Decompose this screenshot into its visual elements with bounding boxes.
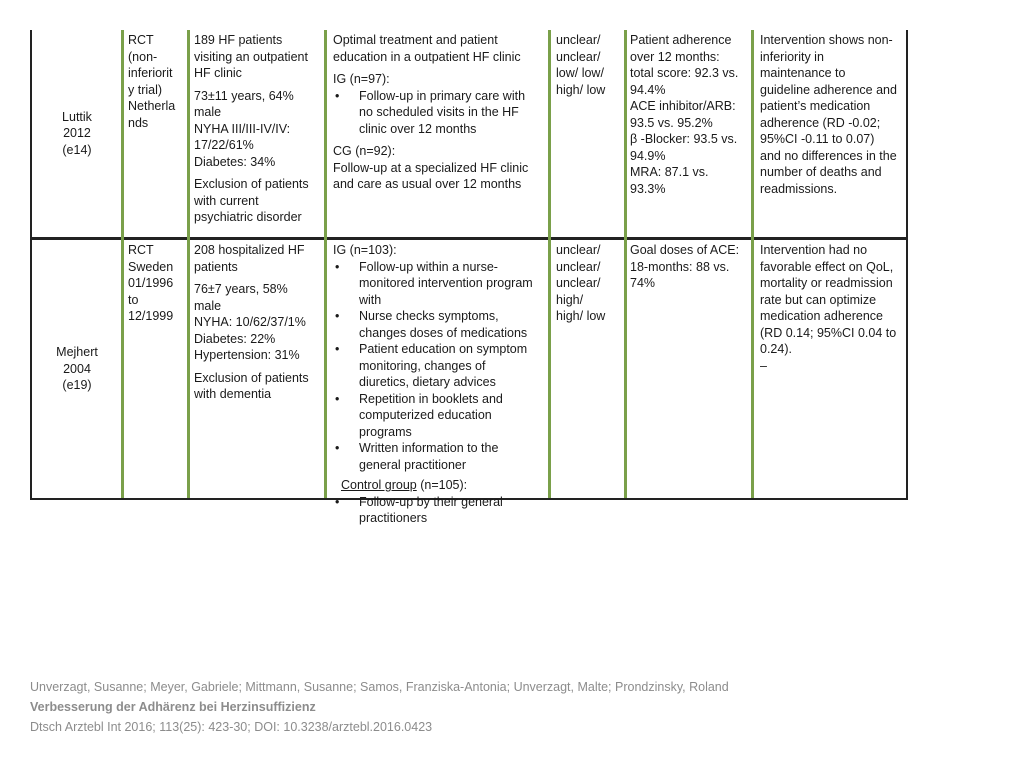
column-divider	[548, 30, 551, 498]
design-cell	[126, 240, 186, 498]
population-cell	[192, 240, 322, 498]
list-item: • Nurse checks symptoms, changes doses of medications	[359, 308, 545, 341]
outcome-text: Patient adherence over 12 months: total score: 92.3 vs. 94.4% ACE inhibitor/ARB: 93.5 vs. 95.2% β -Blocker: 93.5 vs. 94.9% MRA: 87.1 vs. 93.3%	[630, 33, 739, 196]
risk-of-bias-text: unclear/ unclear/ unclear/ high/ high/ low	[556, 243, 606, 323]
evidence-table	[30, 30, 908, 525]
table-row	[32, 30, 908, 240]
population-exclusion: Exclusion of patients with dementia	[194, 370, 309, 401]
control-group-label: Control group	[341, 478, 417, 492]
column-divider	[751, 30, 754, 498]
list-item: • Written information to the general practitioner	[359, 440, 545, 473]
population-cell	[192, 30, 322, 237]
intervention-title: Optimal treatment and patient education in a outpatient HF clinic	[333, 33, 521, 64]
control-list	[333, 494, 545, 527]
design-cell	[126, 30, 186, 237]
citation-footer	[30, 677, 729, 737]
design-text: RCT Sweden 01/1996 to 12/1999	[128, 243, 174, 323]
list-item: • Follow-up by their general practitioners	[359, 494, 545, 527]
outcome-text: Goal doses of ACE: 18-months: 88 vs. 74%	[630, 243, 740, 290]
ig-label: IG (n=103):	[333, 243, 397, 257]
result-cell	[758, 240, 908, 498]
population-demographics: 73±11 years, 64% male NYHA III/III-IV/IV: 17/22/61% Diabetes: 34%	[194, 88, 294, 169]
study-label: Mejhert 2004 (e19)	[56, 345, 98, 393]
study-cell	[34, 30, 120, 237]
risk-of-bias-text: unclear/ unclear/ low/ low/ high/ low	[556, 33, 606, 97]
outcome-cell	[628, 240, 750, 498]
population-summary: 208 hospitalized HF patients	[194, 243, 305, 274]
ig-list	[333, 88, 545, 138]
cg-text: CG (n=92): Follow-up at a specialized HF clinic and care as usual over 12 months	[333, 144, 529, 191]
column-divider	[187, 30, 190, 498]
study-label: Luttik 2012 (e14)	[62, 109, 92, 157]
ig-label: IG (n=97):	[333, 72, 390, 86]
list-item: • Follow-up in primary care with no scheduled visits in the HF clinic over 12 months	[359, 88, 545, 138]
control-group-n: (n=105):	[416, 478, 468, 492]
design-text: RCT (non- inferiorit y trial) Netherla nds	[128, 33, 176, 130]
result-text: Intervention shows non- inferiority in maintenance to guideline adherence and patient’s medication adherence (RD -0.02; 95%CI -0.11 to 0.07) and no differences in the number of deaths and readmissions.	[760, 33, 897, 196]
risk-of-bias-cell	[554, 240, 624, 498]
table-right-border	[906, 30, 908, 498]
footer-citation: Dtsch Arztebl Int 2016; 113(25): 423-30; DOI: 10.3238/arztebl.2016.0423	[30, 720, 433, 734]
intervention-cell	[331, 240, 547, 525]
outcome-cell	[628, 30, 750, 237]
column-divider	[324, 30, 327, 498]
column-divider	[121, 30, 124, 498]
list-item: • Repetition in booklets and computerized education programs	[359, 391, 545, 441]
ig-list	[333, 259, 545, 474]
footer-authors: Unverzagt, Susanne; Meyer, Gabriele; Mittmann, Susanne; Samos, Franziska-Antonia; Unverzagt, Malte; Prondzinsky, Roland	[30, 680, 729, 694]
column-divider	[624, 30, 627, 498]
population-demographics: 76±7 years, 58% male NYHA: 10/62/37/1% Diabetes: 22% Hypertension: 31%	[194, 282, 306, 362]
population-exclusion: Exclusion of patients with current psychiatric disorder	[194, 177, 309, 224]
risk-of-bias-cell	[554, 30, 624, 237]
result-cell	[758, 30, 908, 237]
list-item: • Follow-up within a nurse- monitored intervention program with	[359, 259, 545, 309]
list-item: • Patient education on symptom monitoring, changes of diuretics, dietary advices	[359, 341, 545, 391]
study-cell	[34, 240, 120, 498]
table-row	[32, 240, 908, 525]
footer-title: Verbesserung der Adhärenz bei Herzinsuffizienz	[30, 700, 316, 714]
control-group-heading	[333, 477, 545, 494]
intervention-cell	[331, 30, 547, 237]
result-text: Intervention had no favorable effect on QoL, mortality or readmission rate but can optimize medication adherence (RD 0.14; 95%CI 0.04 to 0.24). –	[760, 243, 897, 373]
population-summary: 189 HF patients visiting an outpatient HF clinic	[194, 33, 308, 80]
